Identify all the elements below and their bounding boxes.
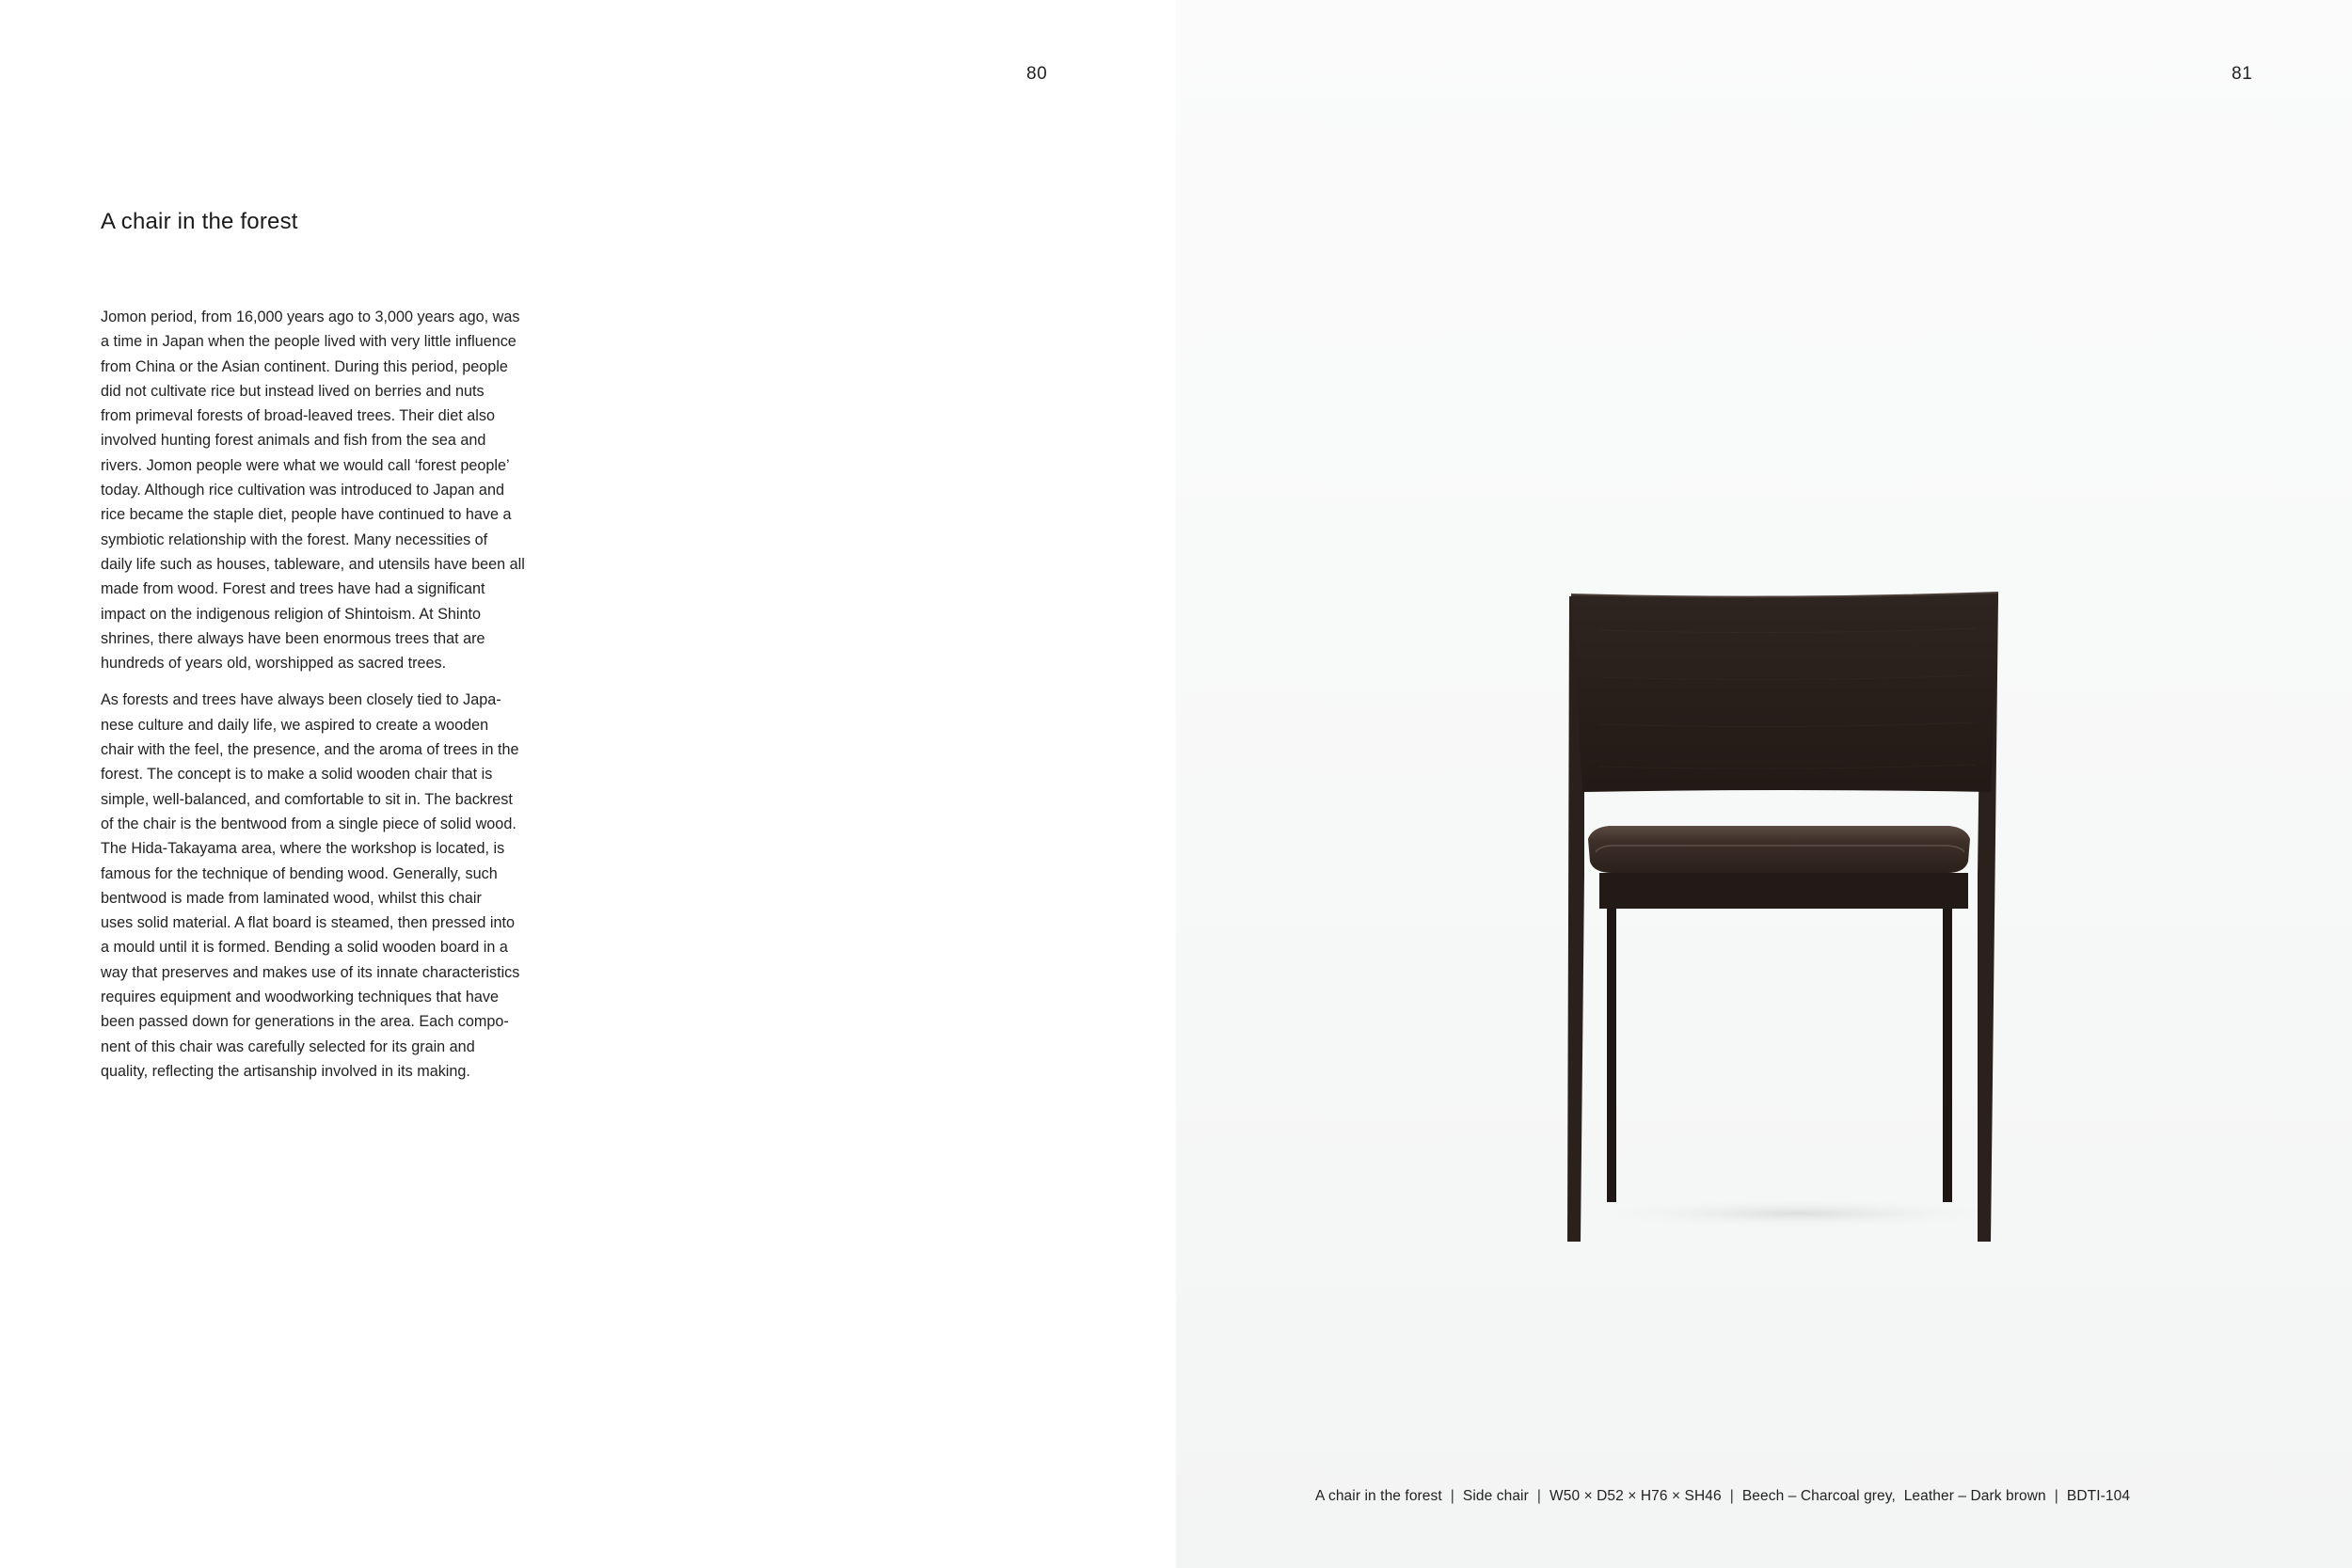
paragraph-line: uses solid material. A flat board is steamed, then pressed into — [101, 914, 516, 932]
paragraph-line: symbiotic relationship with the forest. Many necessities of — [101, 531, 488, 548]
caption-code: BDTI-104 — [2066, 1488, 2131, 1504]
paragraph-line: a time in Japan when the people lived with very little influence — [101, 333, 516, 351]
paragraph-line: today. Although rice cultivation was introduced to Japan and — [101, 482, 504, 499]
paragraph-line: involved hunting forest animals and fish from the sea and — [101, 432, 486, 450]
paragraph-line: bentwood is made from laminated wood, whilst this chair — [101, 889, 482, 907]
chair-shadow — [1582, 1198, 2015, 1228]
article-paragraph — [101, 305, 580, 675]
paragraph-line: did not cultivate rice but instead lived on berries and nuts — [101, 382, 485, 400]
photo-caption — [1315, 1488, 2130, 1505]
paragraph-line: quality, reflecting the artisanship involved in its making. — [101, 1062, 470, 1080]
paragraph-line: made from wood. Forest and trees have had a significant — [101, 580, 485, 598]
article-title: A chair in the forest — [101, 209, 298, 234]
paragraph-line: been passed down for generations in the area. Each compo- — [101, 1013, 509, 1031]
paragraph-line: way that preserves and makes use of its innate characteristics — [101, 963, 520, 981]
paragraph-line: hundreds of years old, worshipped as sacred trees. — [101, 655, 447, 673]
paragraph-line: As forests and trees have always been closely tied to Japa- — [101, 691, 501, 709]
article-body — [101, 305, 580, 1096]
paragraph-line: nent of this chair was carefully selected for its grain and — [101, 1037, 475, 1055]
paragraph-line: a mould until it is formed. Bending a solid wooden board in a — [101, 939, 508, 957]
paragraph-line: rice became the staple diet, people have continued to have a — [101, 506, 512, 524]
paragraph-line: rivers. Jomon people were what we would call ‘forest people’ — [101, 456, 510, 474]
caption-name: A chair in the forest — [1315, 1488, 1442, 1504]
chair-photo — [1543, 574, 2023, 1251]
paragraph-line: shrines, there always have been enormous trees that are — [101, 629, 485, 647]
page-number-right: 81 — [2232, 64, 2253, 84]
page-number-left: 80 — [1026, 64, 1048, 84]
chair-seat — [1588, 826, 1970, 873]
paragraph-line: famous for the technique of bending wood. Generally, such — [101, 864, 498, 882]
paragraph-line: nese culture and daily life, we aspired to create a wooden — [101, 716, 489, 734]
caption-separator: | — [1450, 1488, 1454, 1504]
paragraph-line: simple, well-balanced, and comfortable to sit in. The backrest — [101, 790, 513, 808]
caption-dimensions: W50 × D52 × H76 × SH46 — [1549, 1488, 1722, 1504]
paragraph-line: The Hida-Takayama area, where the workshop is located, is — [101, 840, 505, 858]
paragraph-line: impact on the indigenous religion of Shintoism. At Shinto — [101, 605, 482, 623]
paragraph-line: Jomon period, from 16,000 years ago to 3,000 years ago, was — [101, 309, 520, 325]
chair-seat-rail — [1599, 873, 1968, 909]
caption-type: Side chair — [1462, 1488, 1529, 1504]
paragraph-line: daily life such as houses, tableware, and utensils have been all — [101, 555, 525, 573]
paragraph-line: of the chair is the bentwood from a single piece of solid wood. — [101, 815, 516, 832]
paragraph-line: from China or the Asian continent. During this period, people — [101, 357, 508, 375]
chair-illustration — [1543, 574, 2023, 1251]
paragraph-line: forest. The concept is to make a solid wooden chair that is — [101, 766, 493, 784]
paragraph-line: requires equipment and woodworking techniques that have — [101, 989, 499, 1006]
paragraph-line: chair with the feel, the presence, and the aroma of trees in the — [101, 741, 519, 759]
chair-rear-leg-left — [1607, 903, 1616, 1202]
chair-rear-leg-right — [1943, 903, 1952, 1202]
caption-separator: | — [1729, 1488, 1734, 1504]
paragraph-line: from primeval forests of broad-leaved trees. Their diet also — [101, 407, 495, 425]
chair-backrest — [1571, 593, 1998, 792]
article-paragraph — [101, 688, 580, 1084]
caption-materials: Beech – Charcoal grey, Leather – Dark brown — [1741, 1488, 2046, 1504]
caption-separator: | — [1536, 1488, 1541, 1504]
caption-separator: | — [2054, 1488, 2058, 1504]
